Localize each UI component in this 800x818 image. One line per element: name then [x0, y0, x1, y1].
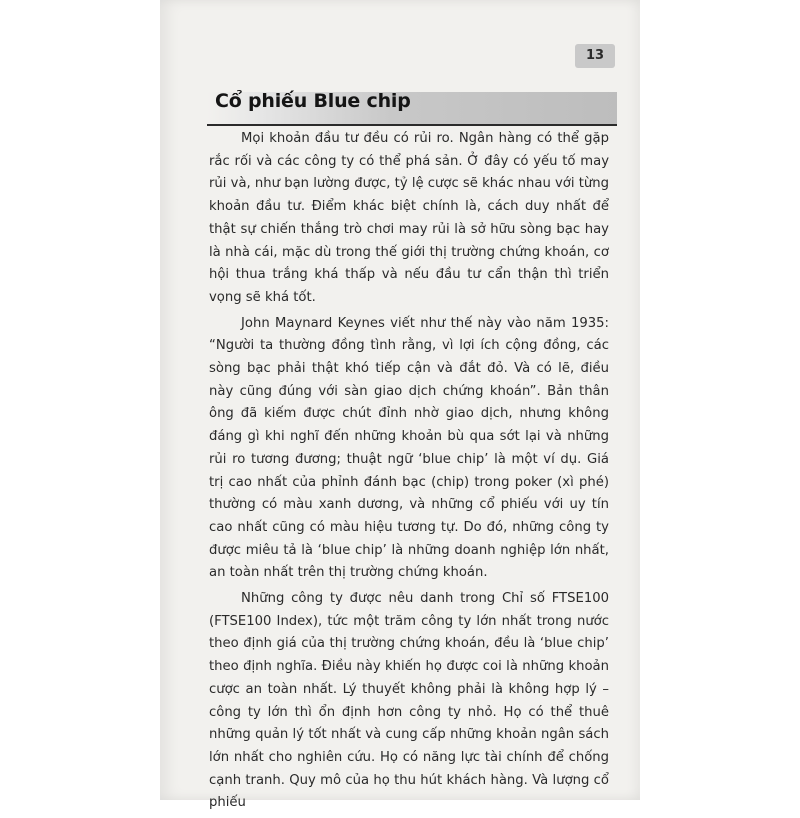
- paragraph-2: John Maynard Keynes viết như thế này vào năm 1935: “Người ta thường đồng tình rằng, vì lợi ích cộng đồng, các sòng bạc phải thật khó tiếp cận và đắt đỏ. Và có lẽ, điều này cũng đúng với sàn giao dịch chứng khoán”. Bản thân ông đã kiếm được chút đỉnh nhờ giao dịch, nhưng không đáng gì khi nghĩ đến những khoản bù qua sớt lại và những rủi ro tương đương; thuật ngữ ‘blue chip’ là một ví dụ. Giá trị cao nhất của phỉnh đánh bạc (chip) trong poker (xì phé) thường có màu xanh dương, và những cổ phiếu với uy tín cao nhất cũng có màu hiệu tương tự. Do đó, những công ty được miêu tả là ‘blue chip’ là những doanh nghiệp lớn nhất, an toàn nhất trên thị trường chứng khoán.: [209, 315, 609, 581]
- body-text: [209, 128, 609, 818]
- paragraph-1: Mọi khoản đầu tư đều có rủi ro. Ngân hàng có thể gặp rắc rối và các công ty có thể phá sản. Ở đây có yếu tố may rủi và, như bạn lường được, tỷ lệ cược sẽ khác nhau với từng khoản đầu tư. Điểm khác biệt chính là, cách duy nhất để thật sự chiến thắng trò chơi may rủi là sở hữu sòng bạc hay là nhà cái, mặc dù trong thế giới thị trường chứng khoán, cơ hội thua trắng khá thấp và nếu đầu tư cẩn thận thì triển vọng sẽ khá tốt.: [209, 131, 609, 305]
- page-number: 13: [575, 44, 615, 68]
- paragraph-3: Những công ty được nêu danh trong Chỉ số FTSE100 (FTSE100 Index), tức một trăm công ty lớn nhất trong nước theo định giá của thị trường chứng khoán, đều là ‘blue chip’ theo định nghĩa. Điều này khiến họ được coi là những khoản cược an toàn nhất. Lý thuyết không phải là không hợp lý – công ty lớn thì ổn định hơn công ty nhỏ. Họ có thể thuê những quản lý tốt nhất và cung cấp những khoản ngân sách lớn nhất cho nghiên cứu. Họ có năng lực tài chính để chống cạnh tranh. Quy mô của họ thu hút khách hàng. Và lượng cổ phiếu: [209, 591, 609, 811]
- heading-rule: [207, 124, 617, 126]
- section-heading: Cổ phiếu Blue chip: [215, 90, 411, 112]
